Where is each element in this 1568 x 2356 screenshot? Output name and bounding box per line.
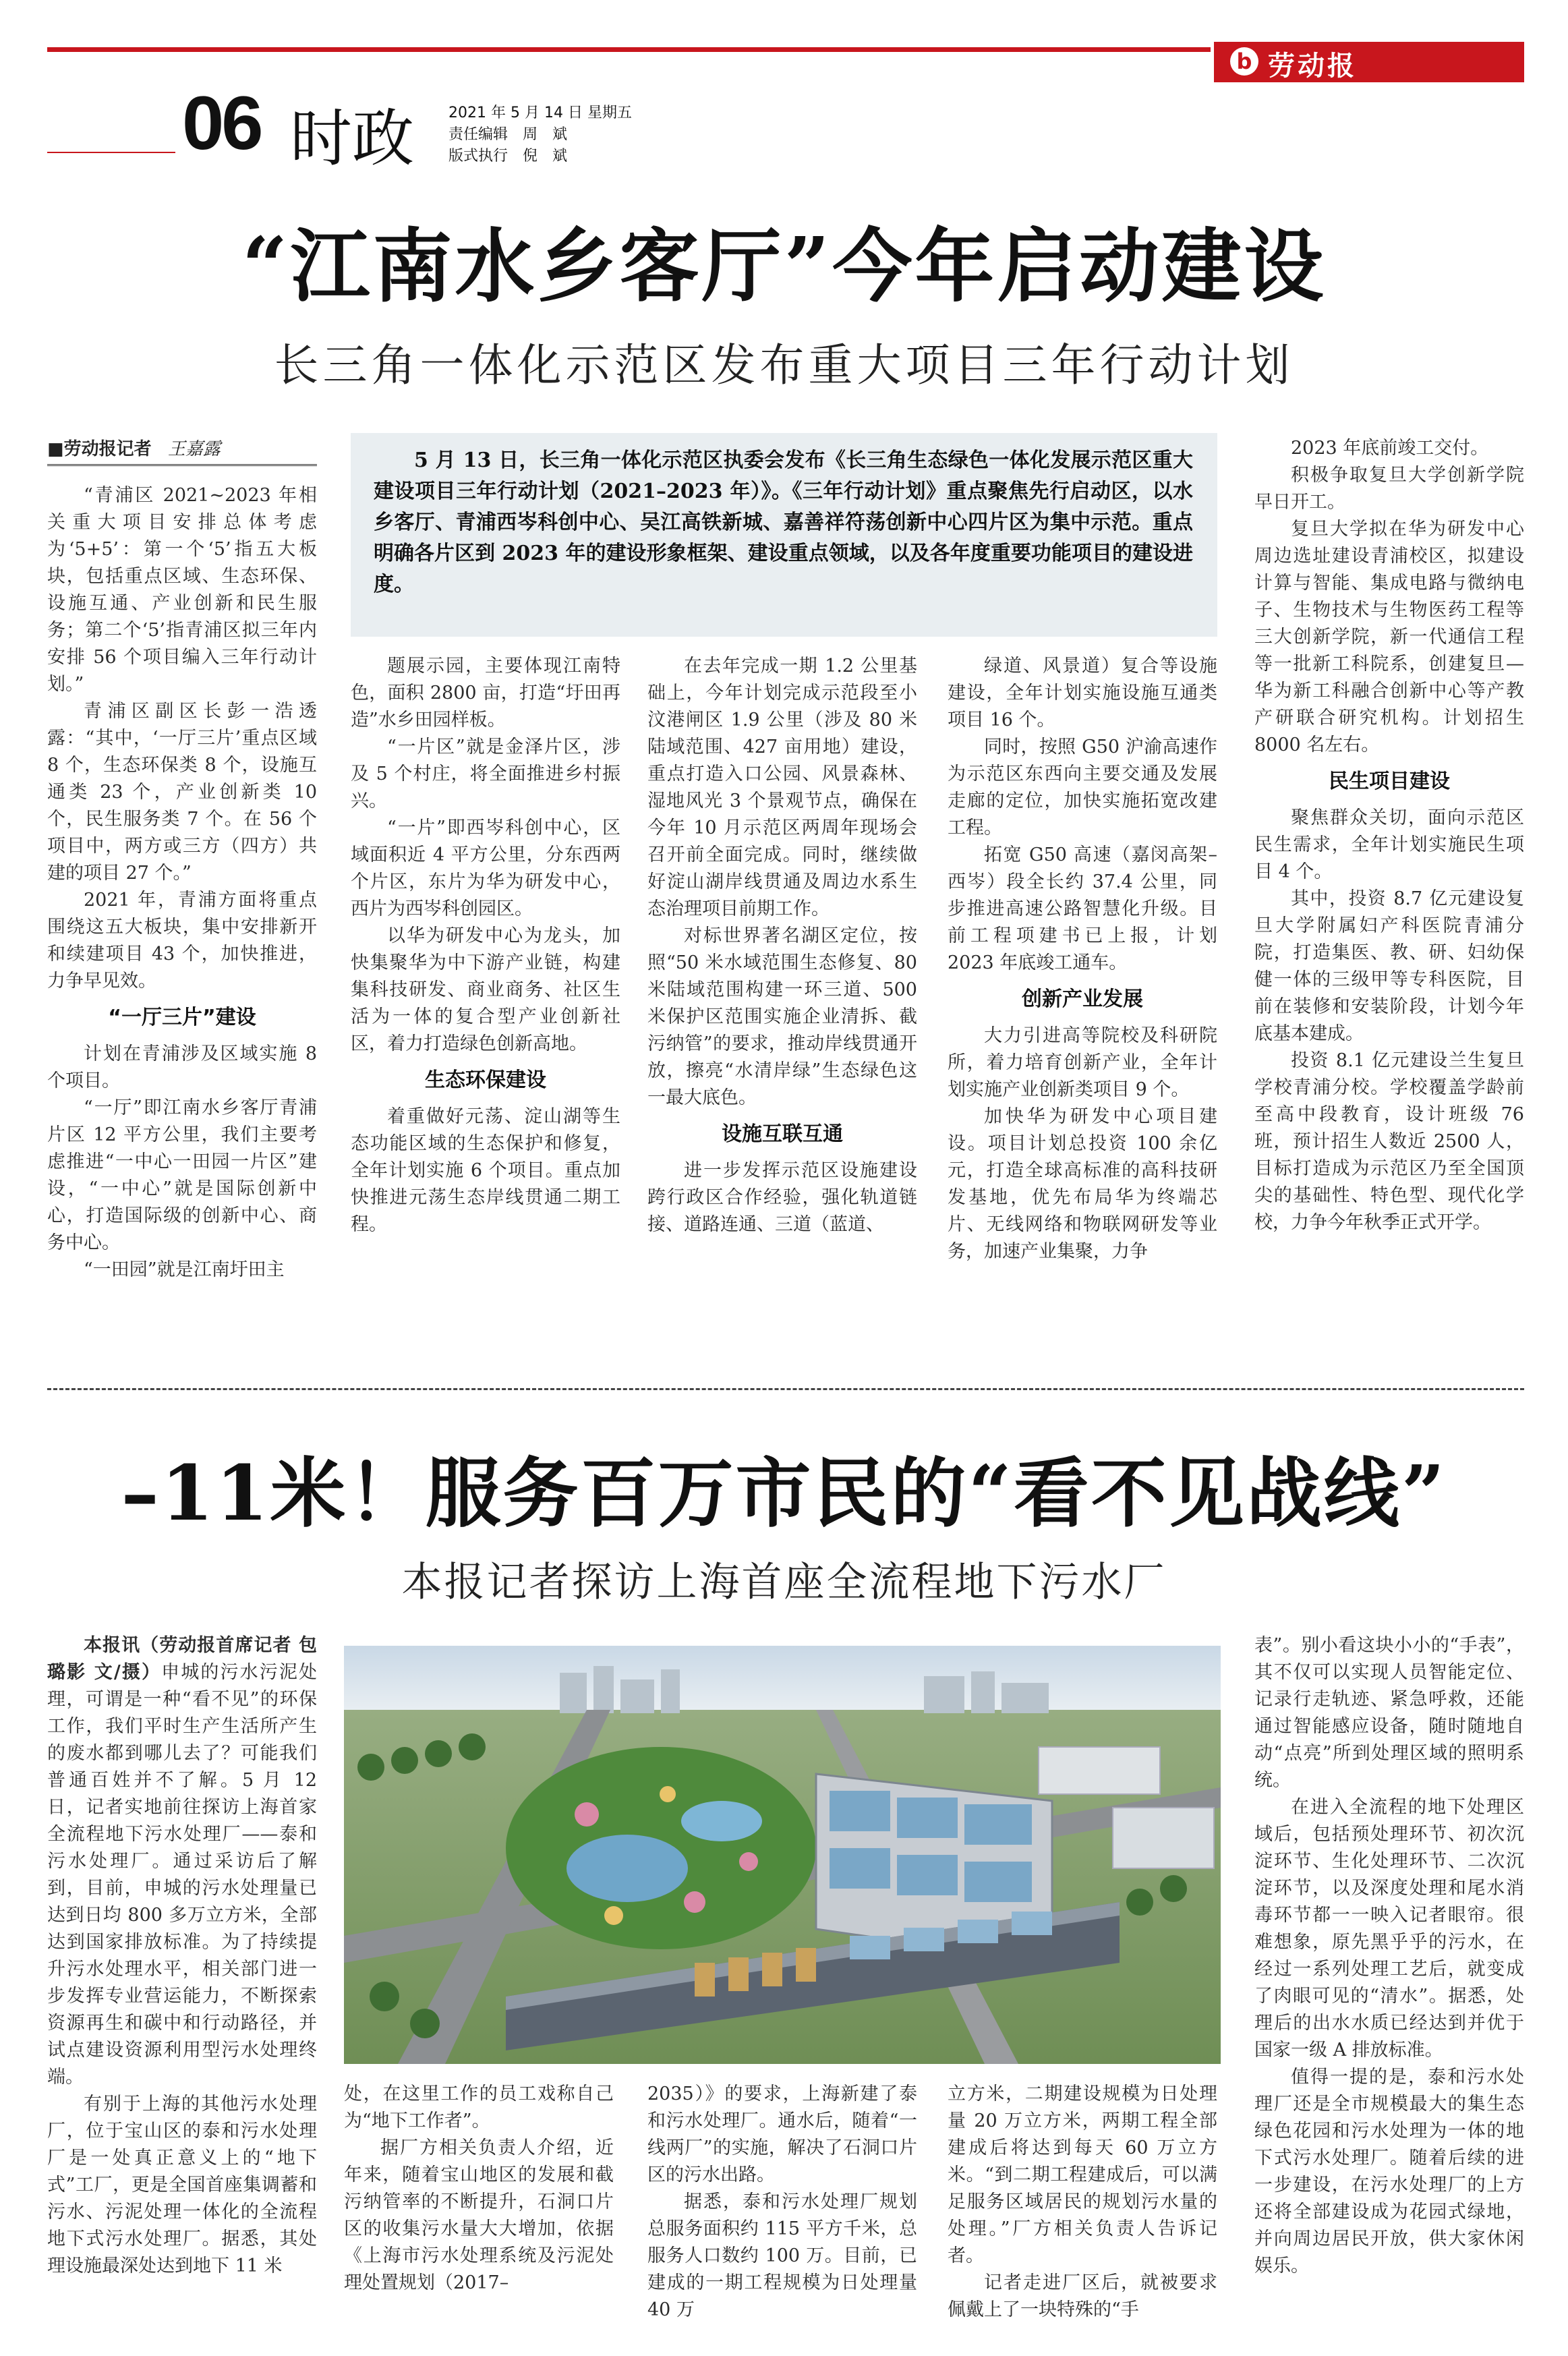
story1-column-5	[1254, 435, 1524, 1236]
subheading: 生态环保建设	[425, 1068, 546, 1092]
byline-name: 王嘉露	[167, 439, 221, 459]
story2-subhead: 本报记者探访上海首座全流程地下污水厂	[401, 1559, 1167, 1606]
paragraph: “一厅”即江南水乡客厅青浦片区 12 平方公里，我们主要考虑推进“一中心一田园一片区”建设，“一中心”就是国际创新中心，打造国际级的创新中心、商务中心。	[47, 1097, 317, 1253]
story1-column-2	[351, 653, 620, 1238]
paragraph: 立方米，二期建设规模为日处理量 20 万立方米，两期工程全部建成后将达到每天 60 万立方米。“到二期工程建成后，可以满足服务区域居民的规划污水量的处理。”厂方相关负责人告诉记者。	[948, 2084, 1217, 2266]
subheading: 民生项目建设	[1329, 770, 1450, 793]
paragraph: 青浦区副区长彭一浩透露：“其中，‘一厅三片’重点区域 8 个，生态环保类 8 个，设施互通类 23 个，产业创新类 10 个，民生服务类 7 个。在 56 个项目中，两方或三方（四方）共建的项目 27 个。”	[47, 701, 317, 884]
lead-text: 5 月 13 日，长三角一体化示范区执委会发布《长三角生态绿色一体化发展示范区重大建设项目三年行动计划（2021–2023 年）》。《三年行动计划》重点聚焦先行启动区，以水乡客厅、青浦西岑科创中心、吴江高铁新城、嘉善祥符荡创新中心四片区为集中示范。重点明确各片区到 2023 年的建设形象框架、建设重点领域，以及各年度重要功能项目的建设进度。	[374, 449, 1193, 596]
paragraph: 在进入全流程的地下处理区域后，包括预处理环节、初次沉淀环节、生化处理环节、二次沉淀环节，以及深度处理和尾水消毒环节都一一映入记者眼帘。很难想象，原先黑乎乎的污水，在经过一系列处理工艺后，就变成了肉眼可见的“清水”。据悉，处理后的出水水质已经达到并优于国家一级 A 排放标准。	[1254, 1797, 1524, 2061]
paragraph: 复旦大学拟在华为研发中心周边选址建设青浦校区，拟建设计算与智能、集成电路与微纳电子、生物技术与生物医药工程等三大创新学院，新一代通信工程等一批新工科院系，创建复旦—华为新工科融合创新中心等产教产研联合研究机构。计划招生 8000 名左右。	[1254, 519, 1524, 755]
paragraph: 同时，按照 G50 沪渝高速作为示范区东西向主要交通及发展走廊的定位，加快实施拓宽改建工程。	[948, 737, 1217, 838]
paragraph: 聚焦群众关切，面向示范区民生需求，全年计划实施民生项目 4 个。	[1254, 807, 1524, 882]
paragraph: 据悉，泰和污水处理厂规划总服务面积约 115 平方千米，总服务人口数约 100 万。目前，已建成的一期工程规模为日处理量40 万	[647, 2191, 917, 2320]
paragraph: 着重做好元荡、淀山湖等生态功能区域的生态保护和修复，全年计划实施 6 个项目。重点加快推进元荡生态岸线贯通二期工程。	[351, 1106, 620, 1235]
subheading: 设施互联互通	[722, 1122, 843, 1146]
paragraph: 据厂方相关负责人介绍，近年来，随着宝山地区的发展和截污纳管率的不断提升，石洞口片区的收集污水量大大增加，依据《上海市污水处理系统及污泥处理处置规划（2017–	[344, 2137, 614, 2293]
paragraph: 记者走进厂区后，就被要求佩戴上了一块特殊的“手	[948, 2272, 1217, 2320]
paragraph: 2023 年底前竣工交付。	[1291, 438, 1489, 459]
paragraph: 处，在这里工作的员工戏称自己为“地下工作者”。	[344, 2084, 614, 2131]
story2-byline: 本报讯（劳动报首席记者 包璐影 文/摄）	[47, 1635, 317, 1683]
paragraph: 大力引进高等院校及科研院所，着力培育创新产业，全年计划实施产业创新类项目 9 个。	[948, 1025, 1217, 1100]
paragraph: 积极争取复旦大学创新学院早日开工。	[1254, 465, 1524, 513]
paragraph: 2021 年，青浦方面将重点围绕这五大板块，集中安排新开和续建项目 43 个，加快推进，力争早见效。	[47, 890, 317, 992]
paragraph: 有别于上海的其他污水处理厂，位于宝山区的泰和污水处理厂是一处真正意义上的“地下式”工厂，更是全国首座集调蓄和污水、污泥处理一体化的全流程地下式污水处理厂。据悉，其处理设施最深处达到地下 11 米	[47, 2094, 317, 2276]
story2-column-2	[344, 2081, 614, 2297]
paragraph: “一片”即西岑科创中心，区域面积近 4 平方公里，分东西两个片区，东片为华为研发中心，西片为西岑科创园区。	[351, 817, 620, 919]
masthead-double-line	[47, 152, 175, 153]
paragraph: 以华为研发中心为龙头，加快集聚华为中下游产业链，构建集科技研发、商业商务、社区生活为一体的复合型产业创新社区，着力打造绿色创新高地。	[351, 925, 620, 1054]
paragraph: 投资 8.1 亿元建设兰生复旦学校青浦分校。学校覆盖学龄前至高中段教育，设计班级 76 班，预计招生人数近 2500 人，目标打造成为示范区乃至全国顶尖的基础性、特色型、现代化学校，力争今年秋季正式开学。	[1254, 1050, 1524, 1233]
paragraph: “青浦区 2021~2023 年相关重大项目安排总体考虑为‘5+5’：第一个‘5’指五大板块，包括重点区域、生态环保、设施互通、产业创新和民生服务；第二个‘5’指青浦区拟三年内安排 56 个项目编入三年行动计划。”	[47, 485, 317, 695]
story1-column-4	[948, 653, 1217, 1265]
story1-headline: “江南水乡客厅”今年启动建设	[241, 219, 1327, 313]
paper-name: 劳动报	[1268, 50, 1357, 82]
editor-line: 责任编辑 周 斌	[448, 126, 568, 143]
date-line: 2021 年 5 月 14 日 星期五	[448, 105, 632, 121]
paragraph: 其中，投资 8.7 亿元建设复旦大学附属妇产科医院青浦分院，打造集医、教、研、妇幼保健一体的三级甲等专科医院，目前在装修和安装阶段，计划今年底基本建成。	[1254, 888, 1524, 1044]
story2-column-5	[1254, 1632, 1524, 2280]
story2-column-3	[647, 2081, 917, 2324]
paper-logo-icon: b	[1230, 47, 1258, 76]
section-name: 时政	[290, 103, 415, 175]
paragraph: 加快华为研发中心项目建设。项目计划总投资 100 余亿元，打造全球高标准的高科技研发基地，优先布局华为终端芯片、无线网络和物联网研发等业务，加速产业集聚，力争	[948, 1106, 1217, 1262]
subheading: 创新产业发展	[1022, 987, 1143, 1011]
paragraph: 2035）》的要求，上海新建了泰和污水处理厂。通水后，随着“一线两厂”的实施，解决了石洞口片区的污水出路。	[647, 2084, 917, 2185]
story1-column-3	[647, 653, 917, 1238]
plant-aerial-photo	[344, 1646, 1221, 2064]
paper-logo	[1214, 42, 1524, 82]
paragraph: “一片区”就是金泽片区，涉及 5 个村庄，将全面推进乡村振兴。	[351, 737, 620, 811]
story2-column-1	[47, 1632, 317, 2280]
plant-aerial-illustration	[344, 1646, 1221, 2064]
paragraph: 计划在青浦涉及区域实施 8 个项目。	[47, 1043, 317, 1091]
paragraph: “一田园”就是江南圩田主	[84, 1259, 285, 1280]
paragraph: 绿道、风景道）复合等设施建设，全年计划实施设施互通类项目 16 个。	[948, 656, 1217, 730]
paragraph: 对标世界著名湖区定位，按照“50 米水域范围生态修复、80 米陆域范围构建一环三道、500 米保护区范围实施企业清拆、截污纳管”的要求，推动岸线贯通开放，擦亮“水清岸绿”生态绿色这一最大底色。	[647, 925, 917, 1108]
paragraph: 表”。别小看这块小小的“手表”，其不仅可以实现人员智能定位、记录行走轨迹、紧急呼救，还能通过智能感应设备，随时随地自动“点亮”所到处理区域的照明系统。	[1254, 1635, 1524, 1791]
paragraph	[47, 1632, 317, 2091]
page-number: 06	[182, 81, 261, 165]
subheading: “一厅三片”建设	[108, 1006, 256, 1029]
lead-box	[351, 433, 1217, 637]
section-divider	[47, 1388, 1524, 1390]
paragraph: 进一步发挥示范区设施建设跨行政区合作经验，强化轨道链接、道路连通、三道（蓝道、	[647, 1160, 917, 1235]
paragraph: 值得一提的是，泰和污水处理厂还是全市规模最大的集生态绿色花园和污水处理为一体的地下式污水处理厂。随着后续的进一步建设，在污水处理厂的上方还将全部建设成为花园式绿地，并向周边居民开放，供大家休闲娱乐。	[1254, 2067, 1524, 2276]
story1-byline	[47, 435, 317, 466]
paragraph: 题展示园，主要体现江南特色，面积 2800 亩，打造“圩田再造”水乡田园样板。	[351, 656, 620, 730]
story1-subhead: 长三角一体化示范区发布重大项目三年行动计划	[274, 339, 1294, 391]
story2-column-4	[948, 2081, 1217, 2324]
story2-lead-text: 申城的污水污泥处理，可谓是一种“看不见”的环保工作，我们平时生产生活所产生的废水都到哪儿去了？可能我们普通百姓并不了解。5 月 12 日，记者实地前往探访上海首家全流程地下污水处理厂——泰和污水处理厂。通过采访后了解到，目前，申城的污水处理量已达到日均 800 多万立方米，全部达到国家排放标准。为了持续提升污水处理水平，相关部门进一步发挥专业营运能力，不断探索资源再生和碳中和行动路径，并试点建设资源利用型污水处理终端。	[47, 1662, 318, 2088]
paragraph: 在去年完成一期 1.2 公里基础上，今年计划完成示范段至小汶港闸区 1.9 公里（涉及 80 米陆域范围、427 亩用地）建设，重点打造入口公园、风景森林、湿地风光 3 个景观节点，确保在今年 10 月示范区两周年现场会召开前全面完成。同时，继续做好淀山湖岸线贯通及周边水系生态治理项目前期工作。	[647, 656, 917, 919]
story1-column-1	[47, 482, 317, 1284]
byline-tag: ■劳动报记者	[47, 439, 152, 459]
layout-line: 版式执行 倪 斌	[448, 148, 568, 165]
story2-headline: –11米！服务百万市民的“看不见战线”	[121, 1449, 1447, 1538]
top-red-rule	[47, 47, 1211, 52]
paragraph: 拓宽 G50 高速（嘉闵高架–西岑）段全长约 37.4 公里，同步推进高速公路智慧化升级。目前工程项建书已上报，计划 2023 年底竣工通车。	[948, 844, 1217, 973]
